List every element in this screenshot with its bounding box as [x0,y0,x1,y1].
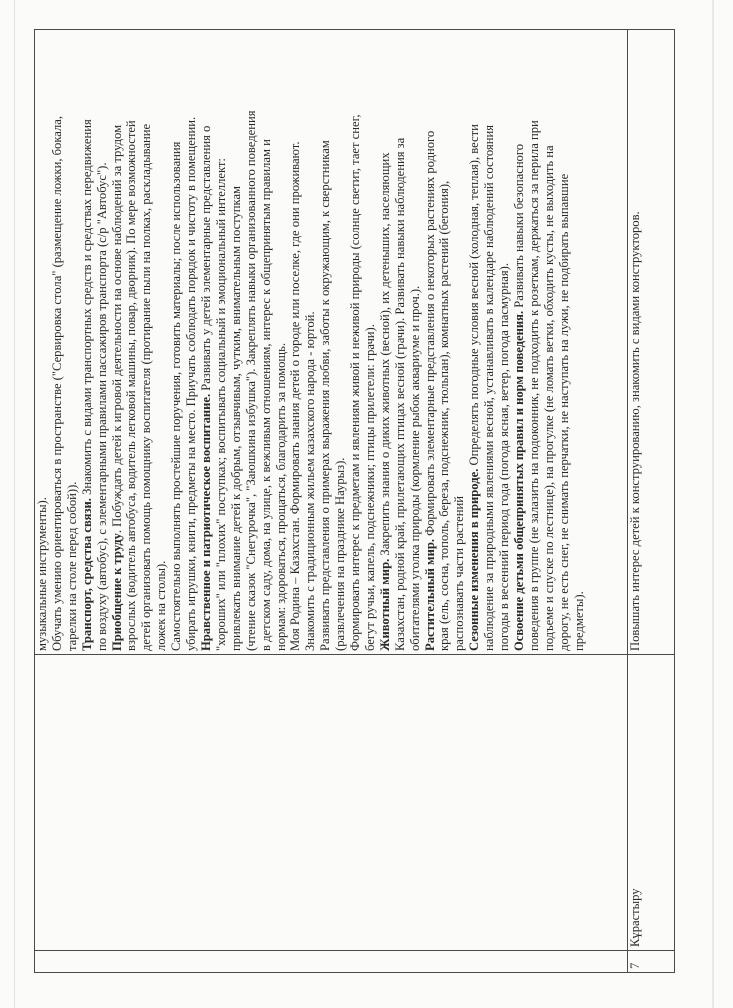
text-line [482,33,497,651]
text-line [169,33,184,651]
body-text: музыкальные инструменты). [35,497,49,651]
body-text: Формировать элементарные представления о некоторых растениях родного [422,130,437,539]
body-text: края (ель, сосна, тополь, береза, подснежник, тюльпан), комнатных растений (бегония), [437,180,452,651]
text-line [214,33,229,651]
body-text: Развивать у детей элементарные представления о [198,125,213,394]
row-number-cell [35,951,628,973]
table-row [35,30,628,973]
body-text: бегут ручьи, капель, подснежники; птицы прилетели: грачи). [362,324,377,651]
content-cell: Повышать интерес детей к конструированию, знакомить с видами конструкторов. [628,30,675,655]
body-text: Знакомить с традиционным жильем казахского народа - юртой. [303,311,318,651]
text-line [244,33,259,651]
body-text: детей организовать помощь помощнику воспитателя (протирание пыли на полках, раскладывание [139,123,154,651]
bold-heading-text: Приобщение к труду [109,533,124,651]
text-line [139,33,154,651]
lesson-plan-table [34,29,675,973]
body-text: тарелки на столе перед собой)). [64,481,79,651]
text-line [80,33,95,651]
bold-heading-text: Сезонные изменения в природе. [467,468,482,651]
body-text: (чтение сказок "Снегурочка", "Заюшкина избушка"). Закреплять навыки организованного поведения [243,110,258,651]
body-text: Казахстан, родной край, прилетающих птицах весной (грачи). Развивать навыки наблюдения за [392,137,407,651]
body-text: предметы). [571,591,586,651]
text-line [199,33,214,651]
bold-heading-text: Животный мир. [377,558,392,651]
text-line [35,33,50,651]
text-line [110,33,125,651]
body-text: Обучать умению ориентироваться в пространстве ("Сервировка стола" (размещение ложки, бокала, [49,116,64,651]
text-line [378,33,393,651]
text-line [274,33,289,651]
body-text: ложек на столы). [154,560,169,651]
text-line [497,33,512,651]
body-text: Моя Родина – Казахстан. Формировать знания детей о городе или поселке, где они проживают. [288,141,303,651]
body-text: Самостоятельно выполнять простейшие поручения, готовить материалы; после использования [169,141,184,651]
text-line [124,33,139,651]
text-line [557,33,572,651]
text-line [467,33,482,651]
body-text: убирать игрушки, книги, предметы на место. Приучать соблюдать порядок и чистоту в помещении. [184,116,199,651]
row-number-cell: 7 [628,951,675,973]
body-text: наблюдение за природными явлениями весной, устанавливать в календаре наблюдений состояния [482,124,497,651]
text-line [393,33,408,651]
body-text: Развивать навыки безопасного [512,144,526,311]
body-text: по воздуху (автобус), с элементарными правилами пассажиров транспорта (с/р "Автобус"). [94,162,109,651]
bold-heading-text: Освоение детьми общепринятых правил и норм поведения. [512,310,526,651]
rotated-page [34,30,674,973]
text-line [348,33,363,651]
text-line [95,33,110,651]
scan-edge-right [712,0,714,1008]
text-line [229,33,244,651]
text-line [408,33,423,651]
body-text: Знакомить с видами транспортных средств и средствах передвижения [79,119,94,499]
body-text: Формировать интерес к предметам и явлениям живой и неживой природы (солнце светит, тает снег, [348,114,363,651]
text-line [423,33,438,651]
text-line [452,33,467,651]
subject-cell: Кұрастыру [628,655,675,951]
body-text: Определять погодные условия весной (холодная, теплая), вести [467,124,482,469]
body-text: Закрепить знания о диких животных (весной), их детеныших, населяющих [377,152,392,559]
body-text: . Побуждать детей к игровой деятельности на основе наблюдений за трудом [109,124,124,534]
bold-heading-text: Нравственное и патриотическое воспитание. [198,393,213,651]
text-line [50,33,65,651]
text-line [65,33,80,651]
text-line [318,33,333,651]
text-line [363,33,378,651]
body-text: нормам: здороваться, прощаться, благодарить за помощь. [273,342,288,651]
body-text: поведения в группе (не залазить на подоконник, не подходить к розеткам, держаться за перила при [526,120,541,651]
bold-heading-text: Растительный мир. [422,538,437,651]
text-line [288,33,303,651]
body-text: привлекать внимание детей к добрым, отзывчивым, чутким, внимательным поступкам [228,185,243,651]
text-line [572,33,587,651]
body-text: в детском саду, дома, на улице, к вежливым отношениям, интерес к общепринятым правилам и [258,139,273,651]
subject-cell [35,655,628,951]
body-text: Развивать представления о примерах выражения любви, заботы к окружающим, к сверстникам [318,140,333,651]
body-text: обитателями уголка природы (кормление рыбок аквариуме и проч.). [407,285,422,651]
scan-edge-left [14,0,15,1008]
body-text: (развлечения на празднике Наурыз). [333,457,348,651]
body-text: дорогу, не есть снег, не снимать перчатки, не наступать на лужи, не подбирать выпавшие [556,173,571,651]
body-text: распознавать части растений [452,496,467,651]
text-line [259,33,274,651]
text-line [512,33,527,651]
content-cell [35,30,628,655]
text-line [184,33,199,651]
bold-heading-text: Транспорт, средства связи. [79,498,94,651]
text-line [542,33,557,651]
text-line [333,33,348,651]
text-line [154,33,169,651]
text-line [437,33,452,651]
text-line [527,33,542,651]
text-line [303,33,318,651]
body-text: подъеме и спуске по лестнице), на прогулке (не ломать ветки, обходить кусты, не выходить на [541,145,556,651]
body-text: взрослых (водитель автобуса, водитель легковой машины, повар, дворник). По мере возможностей [124,120,139,651]
body-text: "хороших" или "плохих" поступках; воспитывать социальный и эмоциональный интеллект: [213,158,228,651]
table-row [628,30,675,973]
body-text: погоды в весенний период года (погода ясная, ветер, погода пасмурная). [497,263,512,651]
